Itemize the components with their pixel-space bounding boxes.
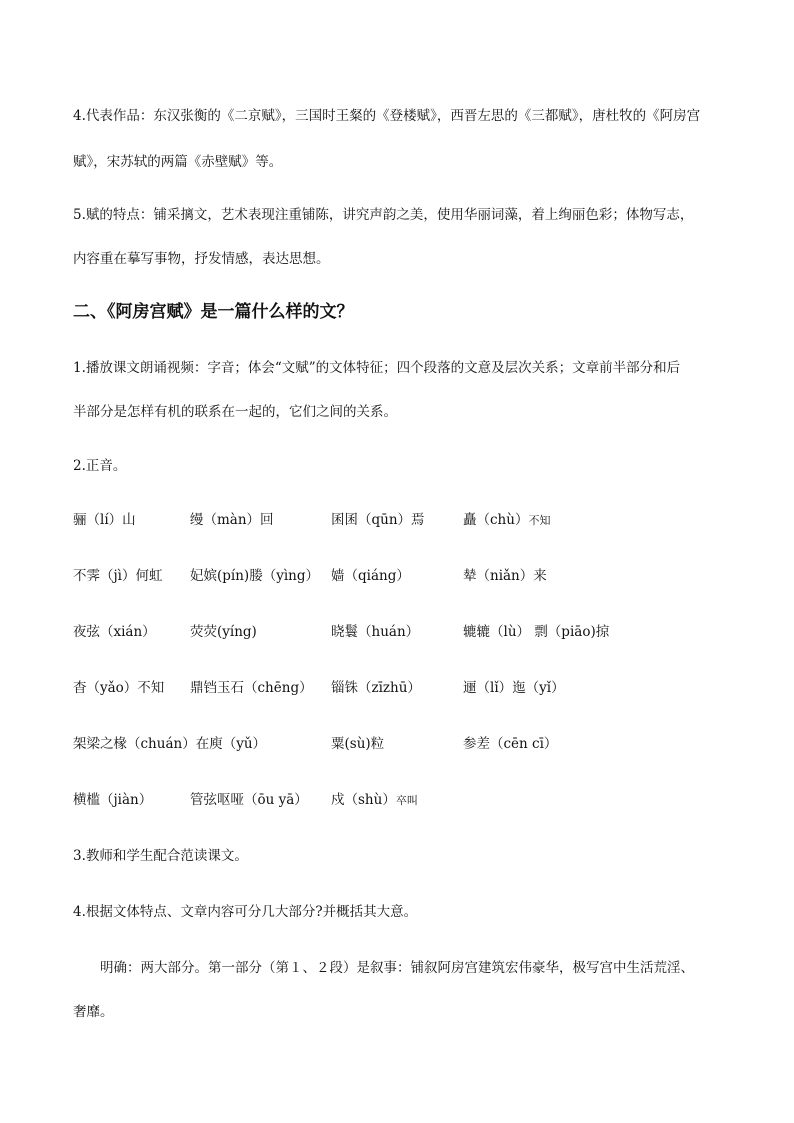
pinyin-word-b: 剽（piāo)掠 [534,624,610,640]
pinyin-word: 妃嫔(pín)媵（yìng） [190,568,319,584]
text-line: 5.赋的特点：铺采摛文，艺术表现注重铺陈，讲究声韵之美，使用华丽词藻，着上绚丽色彩；体物写志， [73,207,694,223]
pinyin-word: 不霁（jì）何虹 [73,568,163,584]
pinyin-table [73,508,727,844]
text-line: 奢靡。 [73,1004,114,1020]
item4-structure-question: 4.根据文体特点、文章内容可分几大部分?并概括其大意。 [73,904,418,920]
item5-fu-features [73,203,727,271]
text-line: 半部分是怎样有机的联系在一起的，它们之间的关系。 [73,404,397,420]
pinyin-word [73,732,266,756]
pinyin-row [73,732,727,788]
text-line: 赋》，宋苏轼的两篇《赤壁赋》等。 [73,154,283,170]
pinyin-word: 嫱（qiáng） [331,568,410,584]
pinyin-word: 逦（lǐ）迤（yǐ） [463,680,565,696]
pinyin-word: 锱铢（zīzhū） [331,680,421,696]
pinyin-row [73,620,727,676]
section-heading: 二、《阿房宫赋》是一篇什么样的文？ [73,302,354,322]
pinyin-row [73,508,727,564]
text-line: 内容重在摹写事物，抒发情感，表达思想。 [73,251,330,267]
pinyin-word: 晓鬟（huán） [331,624,420,640]
pinyin-word-suffix: 卒叫 [395,794,418,807]
pinyin-word-main: 戍（shù） [331,792,396,808]
pinyin-word-a: 架梁之椽（chuán） [73,736,196,752]
item2-pronunciation: 2.正音。 [73,458,127,474]
pinyin-word: 鼎铛玉石（chēng） [190,680,313,696]
pinyin-word-suffix: 不知 [528,514,551,527]
pinyin-word: 杳（yǎo）不知 [73,680,165,696]
pinyin-row [73,788,727,844]
pinyin-word: 管弦呕哑（ōu yā） [190,792,308,808]
pinyin-word: 横槛（jiàn） [73,792,153,808]
pinyin-word: 荧荧(yíng) [190,624,257,640]
pinyin-row [73,676,727,732]
pinyin-word: 囷囷（qūn）焉 [331,512,425,528]
pinyin-word-main: 矗（chù） [463,512,529,528]
item3-reading: 3.教师和学生配合范读课文。 [73,848,248,864]
item1-video [73,356,727,424]
pinyin-word: 夜弦（xián） [73,624,156,640]
pinyin-word: 骊（lí）山 [73,512,136,528]
text-line: 1.播放课文朗诵视频：字音；体会“文赋”的文体特征；四个段落的文意及层次关系；文章前半部分和后 [73,360,681,376]
pinyin-word: 辇（niǎn）来 [463,568,547,584]
pinyin-row [73,564,727,620]
item4-representative-works [73,104,727,174]
pinyin-word [463,620,609,644]
pinyin-word [463,508,550,533]
pinyin-word-b: 在庾（yǔ） [195,736,267,752]
text-line: 4.代表作品：东汉张衡的《二京赋》，三国时王粲的《登楼赋》，西晋左思的《三都赋》，唐杜牧的《阿房宫 [73,108,701,124]
pinyin-word: 缦（màn）回 [190,512,274,528]
text-line: 明确：两大部分。第一部分（第１、２段）是叙事：铺叙阿房宫建筑宏伟豪华，极写宫中生活荒淫、 [100,960,694,976]
pinyin-word: 粟(sù)粒 [331,736,385,752]
pinyin-word: 参差（cēn cī） [463,736,558,752]
mingque-answer [73,956,727,1024]
pinyin-word [331,788,418,813]
pinyin-word-a: 辘辘（lù） [463,624,531,640]
